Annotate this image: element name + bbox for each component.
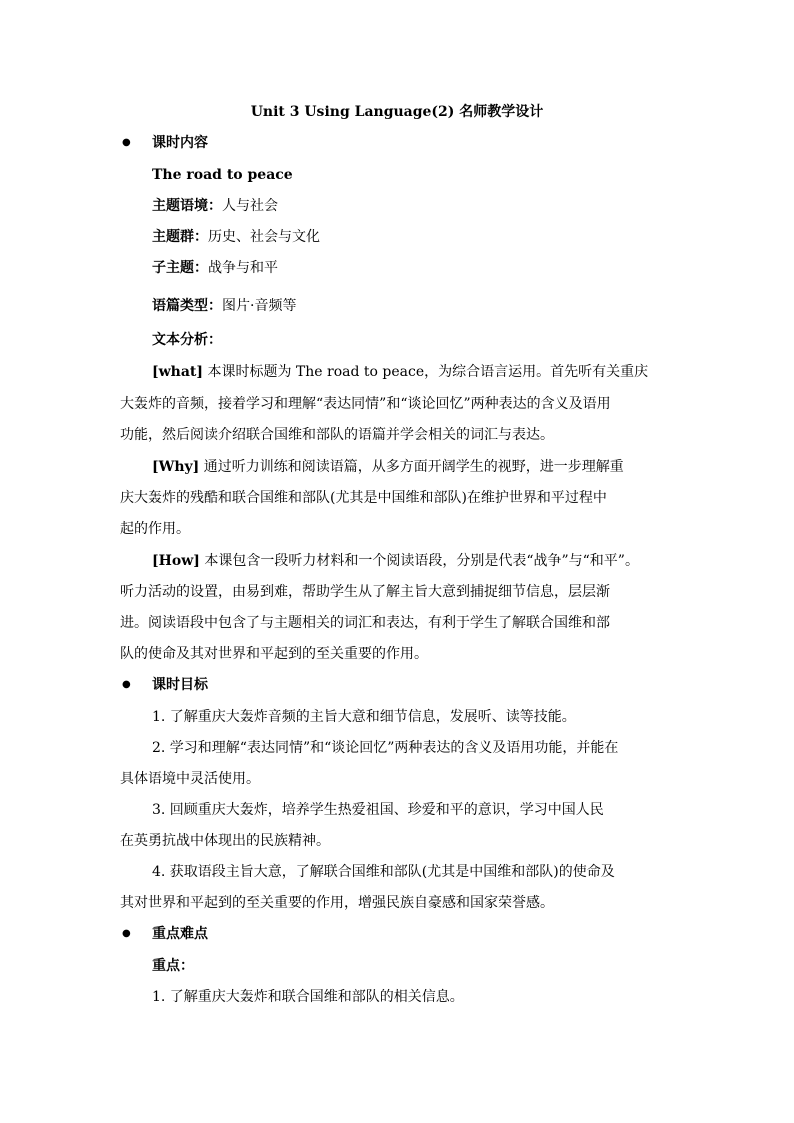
key-points-label: 重点： xyxy=(152,958,194,974)
field-label: 语篇类型： xyxy=(152,298,222,314)
bullet-icon: ● xyxy=(122,679,131,690)
page-title: Unit 3 Using Language(2) 名师教学设计 xyxy=(250,104,544,120)
field-label: 子主题： xyxy=(152,260,208,276)
section-heading: 课时目标 xyxy=(152,677,208,693)
paragraph-tag: [what] xyxy=(152,364,204,380)
field-value: 历史、社会与文化 xyxy=(208,229,320,245)
paragraph-tag: [Why] xyxy=(152,459,200,475)
section-heading: 课时内容 xyxy=(152,135,208,151)
field-label: 主题群： xyxy=(152,229,208,245)
field-value: 战争与和平 xyxy=(208,260,278,276)
lesson-subtitle: The road to peace xyxy=(152,167,293,183)
bullet-icon: ● xyxy=(122,137,131,148)
bullet-icon: ● xyxy=(122,928,131,939)
field-value: 人与社会 xyxy=(222,198,278,214)
field-value: 图片·音频等 xyxy=(222,298,297,314)
analysis-label: 文本分析： xyxy=(152,332,222,348)
section-heading: 重点难点 xyxy=(152,926,208,942)
paragraph-tag: [How] xyxy=(152,553,200,569)
field-label: 主题语境： xyxy=(152,198,222,214)
